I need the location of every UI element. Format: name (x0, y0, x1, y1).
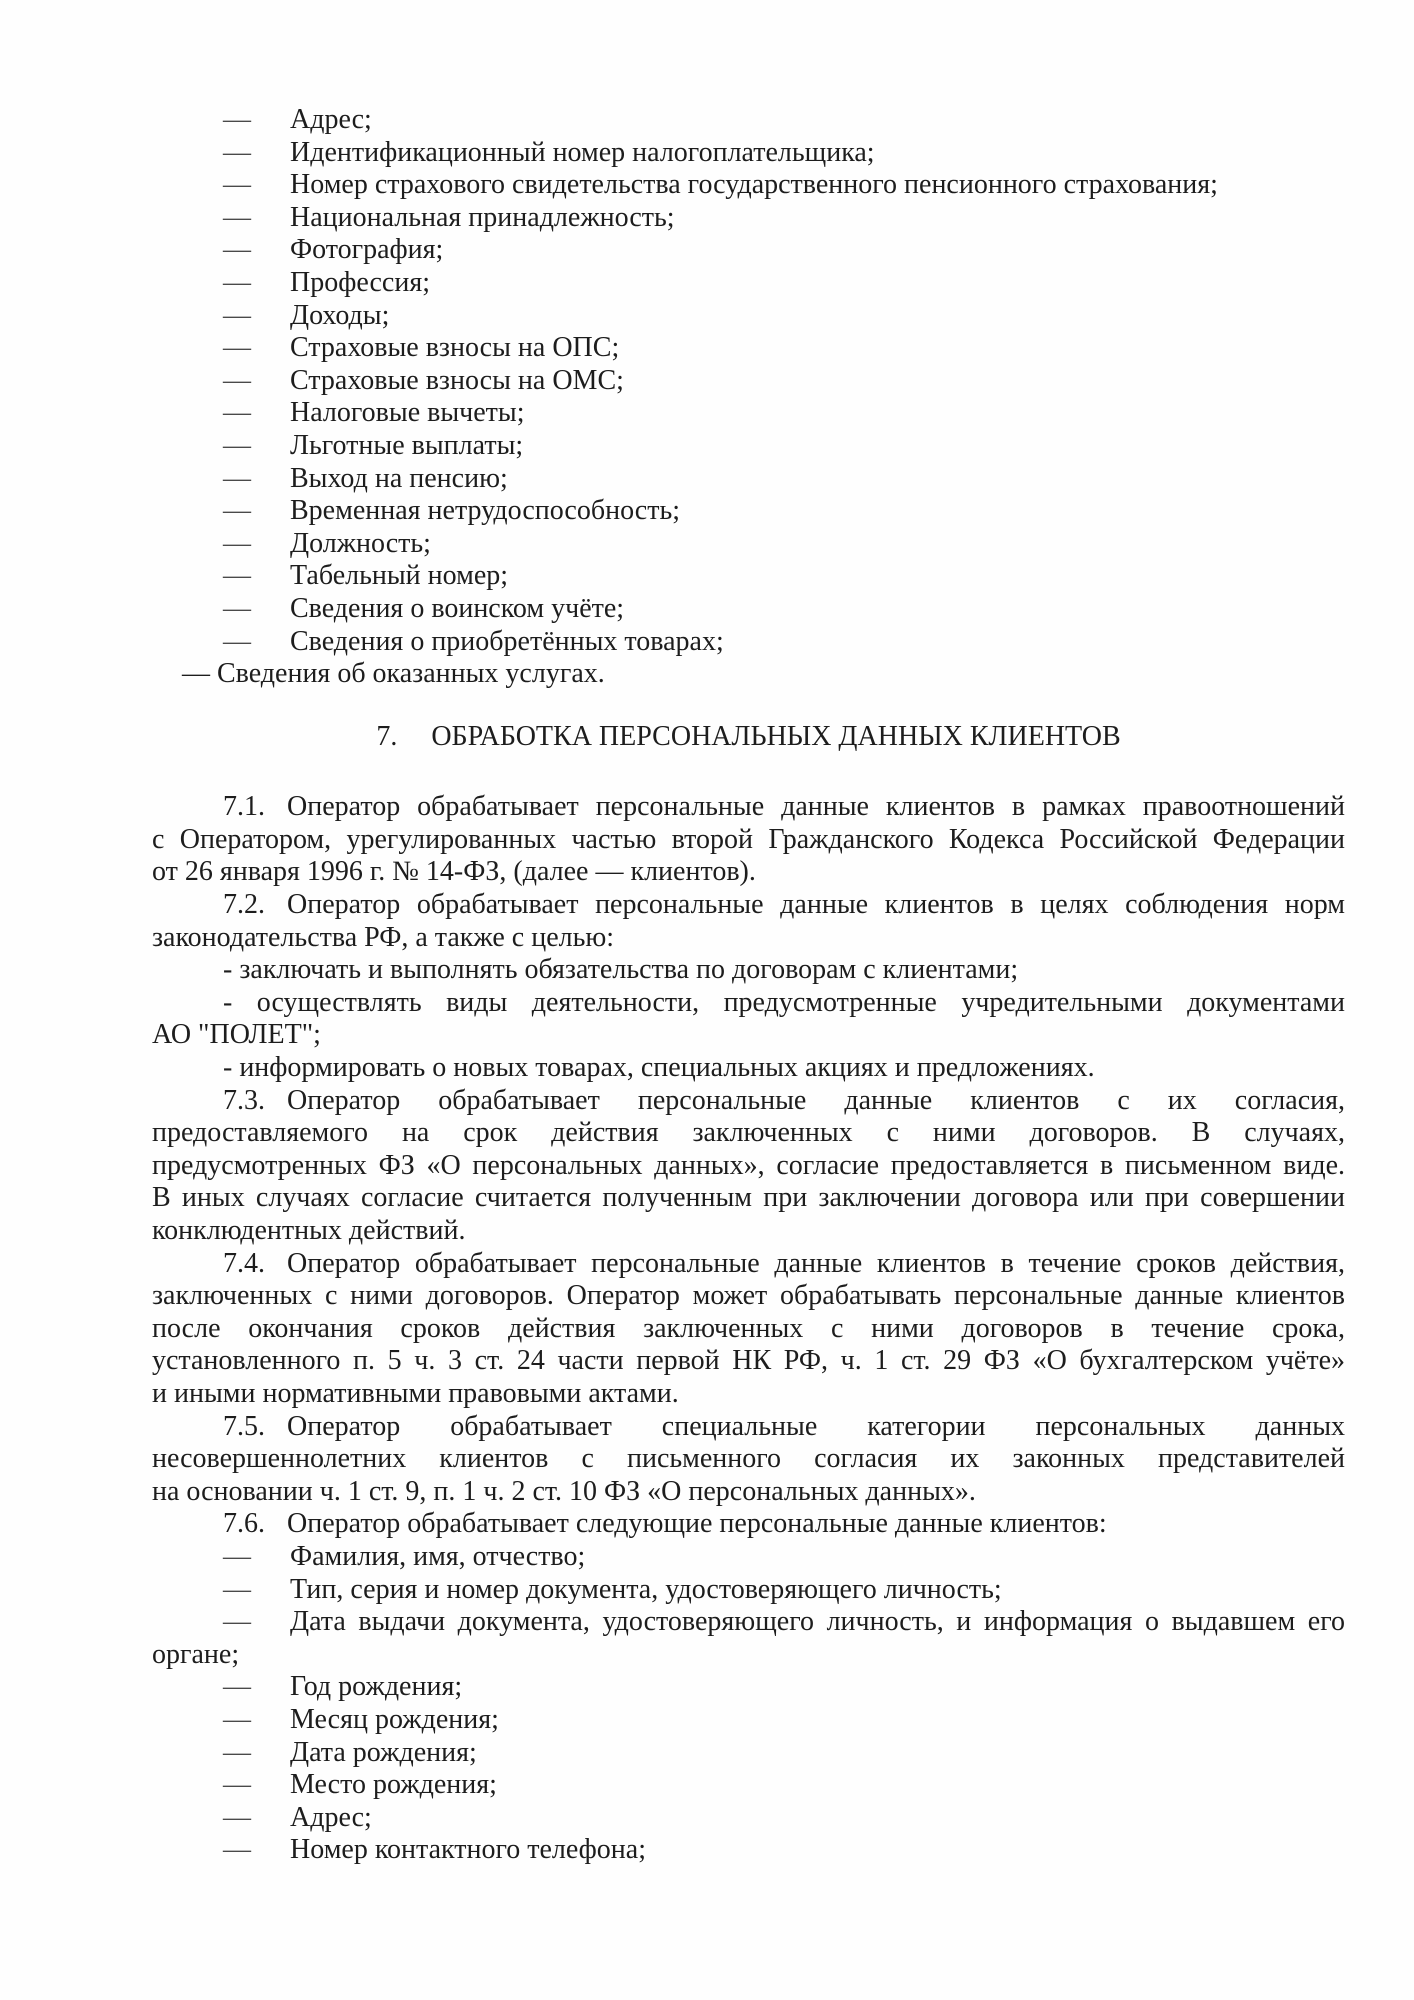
list-item (152, 626, 1345, 659)
list-indent (152, 616, 223, 617)
list-indent (152, 453, 223, 454)
list-item-text: Выход на пенсию; (290, 462, 508, 494)
paragraph-line (152, 1248, 1345, 1281)
list-item-text: Профессия; (290, 266, 430, 298)
paragraph-line (152, 1280, 1345, 1313)
paragraph-text: - информировать о новых товарах, специальных акциях и предложениях. (223, 1052, 1095, 1084)
list-item (152, 137, 1345, 170)
paragraph-text: предоставляемого на срок действия заключенных с ними договоров. В случаях, (152, 1117, 1345, 1149)
paragraph-text: - осуществлять виды деятельности, предусмотренные учредительными документами (223, 986, 1345, 1018)
paragraph-line (152, 1150, 1345, 1183)
document-body (152, 104, 1345, 1867)
first-line-indent (152, 1857, 223, 1858)
first-line-indent (152, 1792, 223, 1793)
list-item-text: Сведения о приобретённых товарах; (290, 625, 724, 657)
dash-bullet-icon: — (223, 1671, 251, 1703)
dash-bullet-icon: — (223, 1573, 251, 1605)
paragraph-line (152, 1182, 1345, 1215)
paragraph-line (152, 1313, 1345, 1346)
list-item-text: Табельный номер; (290, 560, 509, 592)
first-line-indent (152, 1108, 223, 1109)
paragraph-text: Оператор обрабатывает персональные данные клиентов в рамках правоотношений (287, 791, 1345, 823)
paragraph-text: Оператор обрабатывает персональные данные клиентов в целях соблюдения норм (287, 889, 1345, 921)
paragraph-text: заключенных с ними договоров. Оператор может обрабатывать персональные данные клиентов (152, 1280, 1345, 1312)
paragraph-number: 7.5. (223, 1410, 265, 1442)
list-item-text: Национальная принадлежность; (290, 201, 675, 233)
list-item-text: Адрес; (290, 104, 372, 135)
first-line-indent (152, 912, 223, 913)
first-line-indent (152, 1629, 223, 1630)
paragraph-line (152, 1443, 1345, 1476)
list-indent (152, 192, 223, 193)
paragraph-text: Оператор обрабатывает персональные данные клиентов в течение сроков действия, (287, 1247, 1345, 1279)
paragraph-text: несовершеннолетних клиентов с письменного согласия их законных представителей (152, 1443, 1345, 1475)
paragraph-number: 7.6. (223, 1508, 265, 1540)
paragraph-line (152, 1411, 1345, 1444)
first-line-indent (152, 1597, 223, 1598)
section-title: ОБРАБОТКА ПЕРСОНАЛЬНЫХ ДАННЫХ КЛИЕНТОВ (431, 720, 1121, 752)
list-indent (152, 649, 223, 650)
dash-bullet-icon: — (223, 234, 251, 266)
dash-bullet-icon: — (223, 397, 251, 429)
list-item (152, 169, 1345, 202)
list-item (152, 593, 1345, 626)
paragraph-number: 7.2. (223, 889, 265, 921)
paragraph-line (152, 1671, 1345, 1704)
list-item-text: — Сведения об оказанных услугах. (182, 658, 605, 690)
list-item-text: Фотография; (290, 234, 444, 266)
dash-bullet-icon: — (223, 136, 251, 168)
paragraph-line (152, 1117, 1345, 1150)
dash-bullet-icon: — (223, 462, 251, 494)
list-item-text: Номер страхового свидетельства государственного пенсионного страхования; (290, 169, 1218, 201)
first-line-indent (152, 1010, 223, 1011)
list-item (152, 430, 1345, 463)
list-item-text: Страховые взносы на ОПС; (290, 332, 620, 364)
section-heading (152, 721, 1345, 754)
paragraph-text: Дата рождения; (290, 1736, 477, 1768)
list-indent (152, 518, 223, 519)
dash-bullet-icon: — (223, 104, 251, 135)
paragraph-text: В иных случаях согласие считается полученным при заключении договора или при совершении (152, 1182, 1345, 1214)
vertical-spacer (152, 691, 1345, 721)
first-line-indent (152, 1075, 223, 1076)
dash-bullet-icon: — (223, 364, 251, 396)
dash-bullet-icon: — (223, 592, 251, 624)
list-indent (152, 290, 223, 291)
first-line-indent (152, 1825, 223, 1826)
list-item (152, 365, 1345, 398)
paragraph-line (152, 1574, 1345, 1607)
first-line-indent (152, 977, 223, 978)
dash-bullet-icon: — (223, 1606, 251, 1638)
list-indent (152, 225, 223, 226)
list-item (152, 560, 1345, 593)
first-line-indent (152, 1727, 223, 1728)
list-item (152, 528, 1345, 561)
list-item (152, 397, 1345, 430)
paragraph-line (152, 856, 1345, 889)
paragraph-line (152, 1508, 1345, 1541)
list-item (152, 267, 1345, 300)
dash-bullet-icon: — (223, 625, 251, 657)
paragraph-line (152, 1345, 1345, 1378)
dash-bullet-icon: — (223, 429, 251, 461)
paragraph-text: - заключать и выполнять обязательства по договорам с клиентами; (223, 954, 1019, 986)
list-item (152, 104, 1345, 137)
list-item (152, 495, 1345, 528)
list-item-text: Доходы; (290, 299, 390, 331)
paragraph-line (152, 889, 1345, 922)
paragraph-text: Месяц рождения; (290, 1703, 499, 1735)
paragraph-line (152, 1834, 1345, 1867)
paragraph-number: 7.4. (223, 1247, 265, 1279)
paragraph-text: Оператор обрабатывает специальные категории персональных данных (287, 1410, 1345, 1442)
list-item (152, 332, 1345, 365)
list-item-text: Временная нетрудоспособность; (290, 495, 681, 527)
paragraph-text: законодательства РФ, а также с целью: (152, 921, 615, 953)
paragraph-text: предусмотренных ФЗ «О персональных данных», согласие предоставляется в письменном виде. (152, 1149, 1345, 1181)
list-indent (152, 583, 223, 584)
paragraph-line (152, 1378, 1345, 1411)
paragraph-line (152, 1639, 1345, 1672)
paragraph-text: после окончания сроков действия заключенных с ними договоров в течение срока, (152, 1312, 1345, 1344)
paragraph-text: на основании ч. 1 ст. 9, п. 1 ч. 2 ст. 10 ФЗ «О персональных данных». (152, 1475, 976, 1507)
paragraph-text: конклюдентных действий. (152, 1215, 466, 1246)
first-line-indent (152, 1694, 223, 1695)
paragraph-line (152, 987, 1345, 1020)
paragraph-text: Тип, серия и номер документа, удостоверяющего личность; (290, 1573, 1002, 1605)
dash-bullet-icon: — (223, 299, 251, 331)
paragraph-line (152, 1606, 1345, 1639)
paragraph-number: 7.3. (223, 1084, 265, 1116)
list-item-text: Льготные выплаты; (290, 429, 524, 461)
list-indent (152, 486, 223, 487)
paragraph-line (152, 1052, 1345, 1085)
paragraph-line (152, 791, 1345, 824)
list-indent (152, 127, 223, 128)
paragraph-line (152, 1476, 1345, 1509)
list-indent (152, 257, 223, 258)
paragraph-line (152, 1802, 1345, 1835)
list-indent (152, 420, 223, 421)
dash-bullet-icon: — (223, 201, 251, 233)
paragraph-text: АО "ПОЛЕТ"; (152, 1019, 321, 1051)
dash-bullet-icon: — (223, 1834, 251, 1866)
dash-bullet-icon: — (223, 495, 251, 527)
paragraph-line (152, 1769, 1345, 1802)
paragraph-text: установленного п. 5 ч. 3 ст. 24 части первой НК РФ, ч. 1 ст. 29 ФЗ «О бухгалтерском учёте» (152, 1345, 1345, 1377)
paragraph-text: Дата выдачи документа, удостоверяющего личность, и информация о выдавшем его (290, 1606, 1345, 1638)
list-indent (152, 355, 223, 356)
list-item-text: Должность; (290, 527, 431, 559)
paragraph-line (152, 1541, 1345, 1574)
list-indent (152, 323, 223, 324)
list-item (152, 463, 1345, 496)
dash-bullet-icon: — (223, 560, 251, 592)
paragraph-line (152, 954, 1345, 987)
dash-bullet-icon: — (223, 1769, 251, 1801)
list-item-flush (182, 658, 1345, 691)
paragraph-text: Номер контактного телефона; (290, 1834, 646, 1866)
paragraph-text: Адрес; (290, 1801, 372, 1833)
vertical-spacer (152, 753, 1345, 791)
paragraph-text: от 26 января 1996 г. № 14-ФЗ, (далее — клиентов). (152, 856, 756, 888)
paragraph-line (152, 1737, 1345, 1770)
first-line-indent (152, 1271, 223, 1272)
list-indent (152, 160, 223, 161)
paragraph-text: Оператор обрабатывает следующие персональные данные клиентов: (287, 1508, 1107, 1540)
list-indent (152, 388, 223, 389)
dash-bullet-icon: — (223, 1736, 251, 1768)
paragraph-text: Фамилия, имя, отчество; (290, 1540, 586, 1572)
paragraph-text: и иными нормативными правовыми актами. (152, 1377, 679, 1409)
first-line-indent (152, 1760, 223, 1761)
paragraph-text: органе; (152, 1638, 240, 1670)
section-number: 7. (376, 720, 398, 752)
dash-bullet-icon: — (223, 332, 251, 364)
paragraph-line (152, 922, 1345, 955)
paragraph-text: с Оператором, урегулированных частью второй Гражданского Кодекса Российской Федерации (152, 823, 1345, 855)
list-item (152, 300, 1345, 333)
dash-bullet-icon: — (223, 1540, 251, 1572)
dash-bullet-icon: — (223, 1801, 251, 1833)
paragraph-text: Оператор обрабатывает персональные данные клиентов с их согласия, (287, 1084, 1345, 1116)
paragraph-line (152, 1019, 1345, 1052)
paragraph-line (152, 1085, 1345, 1118)
first-line-indent (152, 1564, 223, 1565)
list-item-text: Страховые взносы на ОМС; (290, 364, 624, 396)
paragraph-number: 7.1. (223, 791, 265, 823)
paragraph-text: Место рождения; (290, 1769, 497, 1801)
dash-bullet-icon: — (223, 1703, 251, 1735)
list-item-text: Сведения о воинском учёте; (290, 592, 625, 624)
paragraph-line (152, 824, 1345, 857)
dash-bullet-icon: — (223, 527, 251, 559)
heading-gap (397, 744, 431, 745)
paragraph-line (152, 1215, 1345, 1248)
list-indent (152, 551, 223, 552)
paragraph-line (152, 1704, 1345, 1737)
paragraph-text: Год рождения; (290, 1671, 463, 1703)
list-item (152, 234, 1345, 267)
dash-bullet-icon: — (223, 169, 251, 201)
first-line-indent (152, 1531, 223, 1532)
first-line-indent (152, 1434, 223, 1435)
list-item (152, 202, 1345, 235)
list-item-text: Налоговые вычеты; (290, 397, 525, 429)
first-line-indent (152, 814, 223, 815)
dash-bullet-icon: — (223, 266, 251, 298)
list-item-text: Идентификационный номер налогоплательщика; (290, 136, 875, 168)
